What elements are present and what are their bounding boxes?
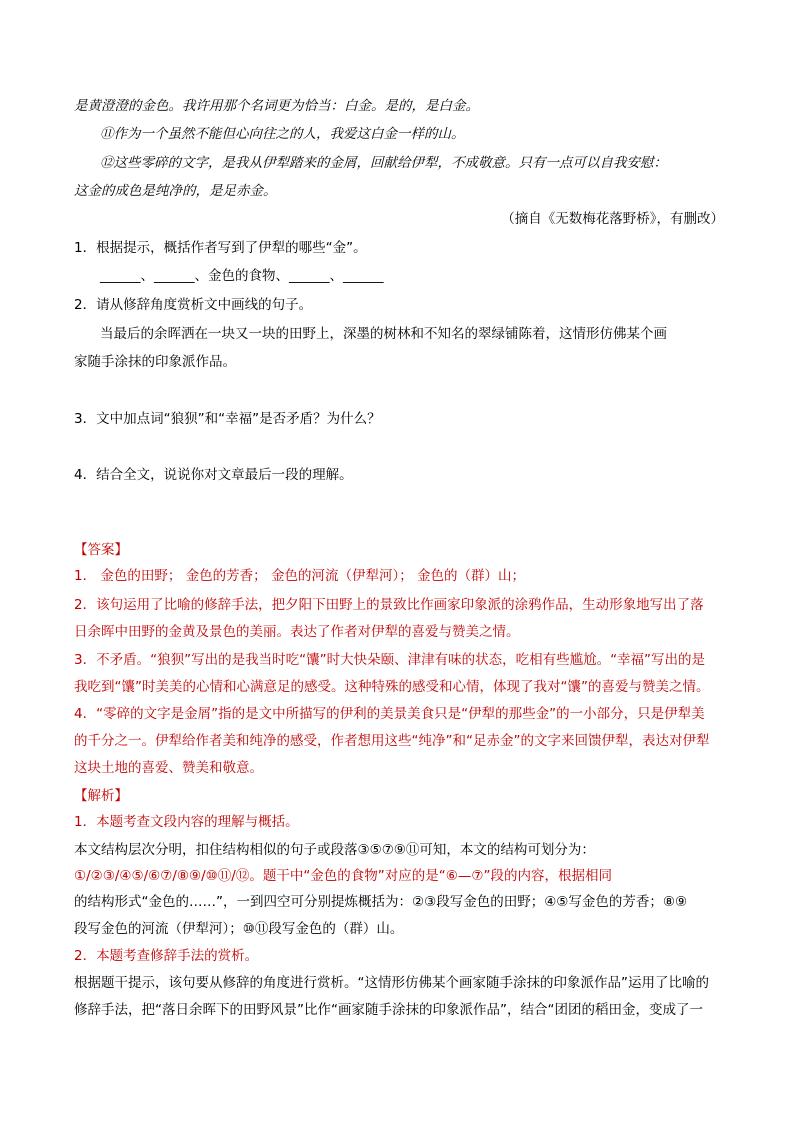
analysis-line-4: 的结构形式“金色的……”，一到四空可分别提炼概括为：②③段写金色的田野；④⑤写金色的芳香；⑧⑨: [74, 894, 688, 910]
passage-source: （摘自《无数梅花落野桥》，有删改）: [501, 211, 724, 227]
answer-1: 1． 金色的田野； 金色的芳香； 金色的河流（伊犁河）； 金色的（群）山；: [74, 568, 526, 584]
answer-3-line2: 我吃到“馕”时美美的心情和心满意足的感受。这种特殊的感受和心情，体现了我对“馕”的喜爱与赞美之情。: [74, 679, 710, 695]
question-2-quote-line1: 当最后的余晖洒在一块又一块的田野上，深墨的树林和不知名的翠绿铺陈着，这情形仿佛某个画: [100, 326, 667, 342]
answer-4-line1: 4．“零碎的文字是金屑”指的是文中所描写的伊利的美景美食只是“伊犁的那些金”的一小部分，只是伊犁美: [74, 706, 705, 722]
question-3: 3．文中加点词“狼狈”和“幸福”是否矛盾？为什么？: [74, 411, 381, 427]
analysis-line-2: 本文结构层次分明，扣住结构相似的句子或段落③⑤⑦⑨⑪可知，本文的结构可划分为：: [74, 842, 595, 858]
passage-paragraph-12-line2: 这金的成色是纯净的，是足赤金。: [74, 183, 277, 199]
question-4: 4．结合全文，说说你对文章最后一段的理解。: [74, 467, 353, 483]
answer-2-line1: 2．该句运用了比喻的修辞手法，把夕阳下田野上的景致比作画家印象派的涂鸦作品，生动形象地写出了落: [74, 597, 704, 613]
answer-4-line2: 的千分之一。伊犁给作者美和纯净的感受，作者想用这些“纯净”和“足赤金”的文字来回馈伊犁，表达对伊犁: [74, 733, 710, 749]
passage-paragraph-12-line1: ⑫这些零碎的文字，是我从伊犁踏来的金屑，回献给伊犁，不成敬意。只有一点可以自我安慰：: [100, 155, 667, 171]
question-2: 2．请从修辞角度赏析文中画线的句子。: [74, 297, 313, 313]
answer-2-line2: 日余晖中田野的金黄及景色的美丽。表达了作者对伊犁的喜爱与赞美之情。: [74, 624, 520, 640]
question-2-quote-line2: 家随手涂抹的印象派作品。: [74, 354, 236, 370]
passage-paragraph-11: ⑪作为一个虽然不能但心向往之的人，我爱这白金一样的山。: [100, 126, 465, 142]
answer-4-line3: 这块土地的喜爱、赞美和敬意。: [74, 760, 263, 776]
analysis-header: 【解析】: [74, 788, 128, 804]
analysis-line-1: 1．本题考查文段内容的理解与概括。: [74, 814, 299, 830]
analysis-line-3: ①/②③/④⑤/⑥⑦/⑧⑨/⑩⑪/⑫。题干中“金色的食物”对应的是“⑥—⑦”段的内容，根据相同: [74, 868, 612, 884]
answer-header: 【答案】: [74, 542, 128, 558]
analysis-line-5: 段写金色的河流（伊犁河）；⑩⑪段写金色的（群）山。: [74, 921, 404, 937]
analysis-line-7: 根据题干提示，该句要从修辞的角度进行赏析。“这情形仿佛某个画家随手涂抹的印象派作品”运用了比喻的: [74, 975, 709, 991]
passage-paragraph-10-tail: 是黄澄澄的金色。我许用那个名词更为恰当：白金。是的，是白金。: [74, 98, 479, 114]
answer-3-line1: 3．不矛盾。“狼狈”写出的是我当时吃“馕”时大快朵颐、津津有味的状态，吃相有些尴尬。“幸福”写出的是: [74, 652, 706, 668]
analysis-line-8: 修辞手法，把“落日余晖下的田野风景”比作“画家随手涂抹的印象派作品”，结合“团团的稻田金，变成了一: [74, 1002, 703, 1018]
question-1: 1．根据提示，概括作者写到了伊犁的哪些“金”。: [74, 240, 367, 256]
question-1-blanks: ______、______、金色的食物、______、______: [100, 268, 384, 284]
analysis-line-6: 2．本题考查修辞手法的赏析。: [74, 948, 259, 964]
